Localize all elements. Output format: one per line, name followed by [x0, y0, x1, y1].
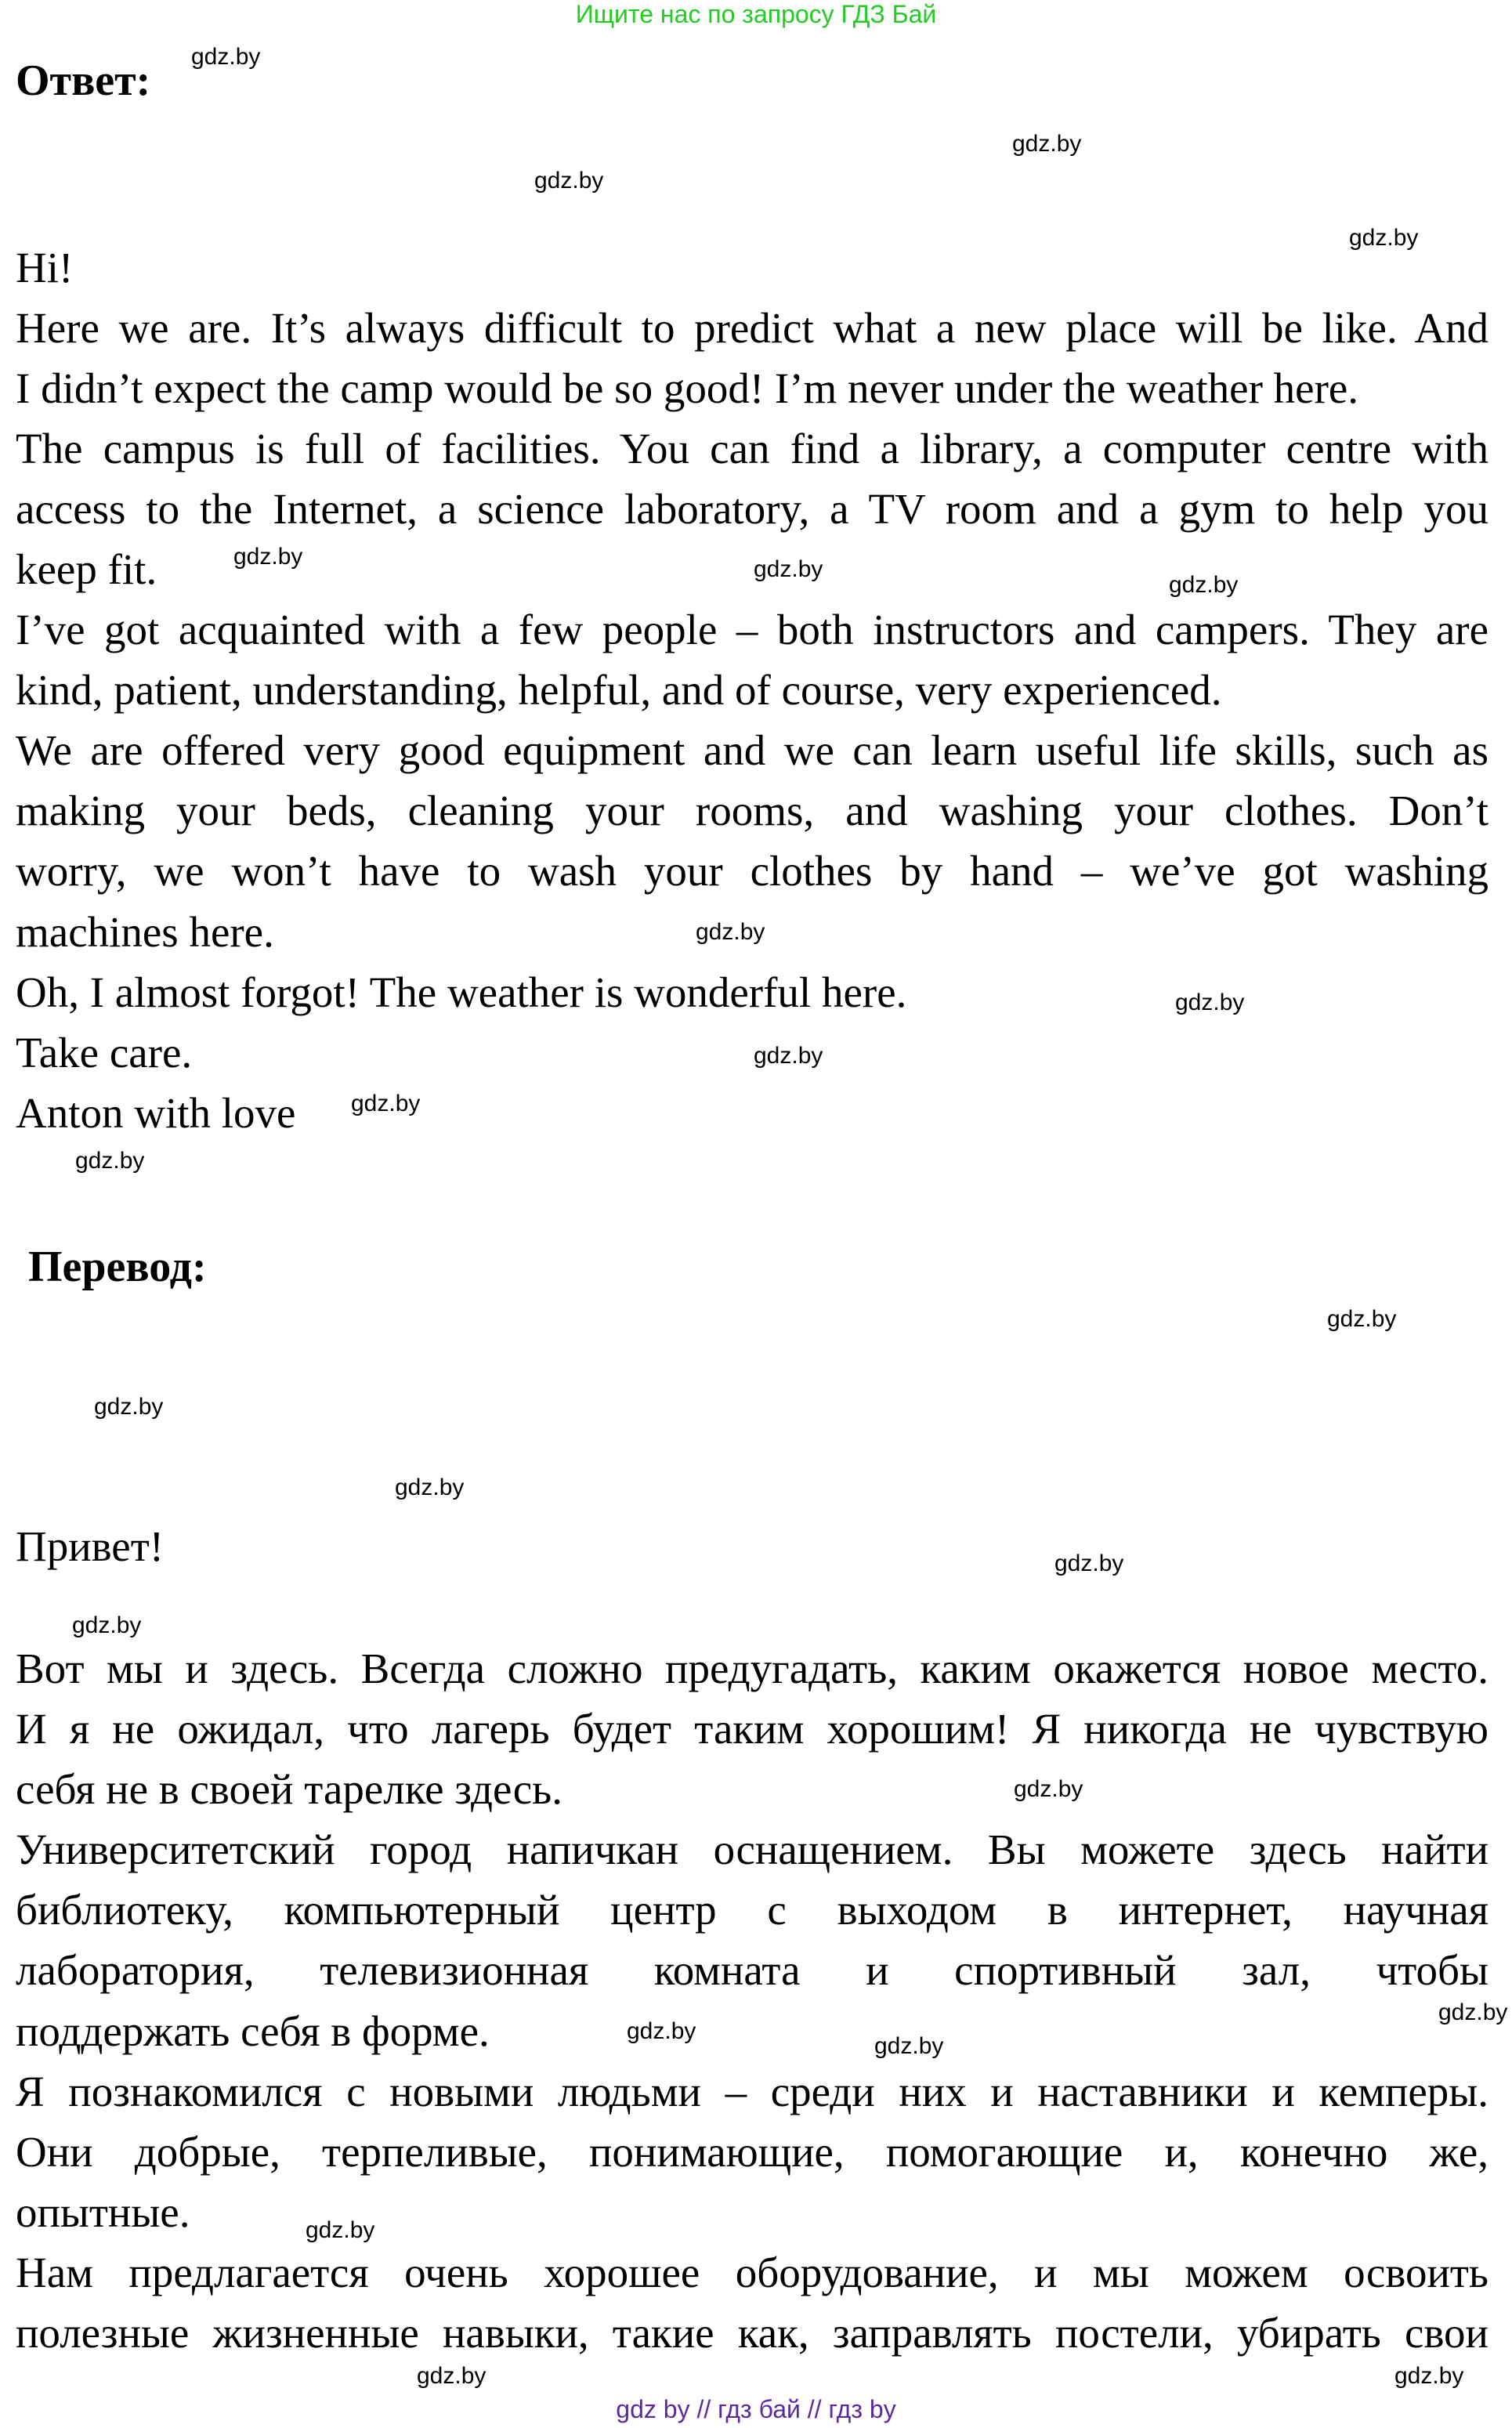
- text-line: The campus is full of facilities. You can find a library, a computer centre with: [16, 425, 1488, 472]
- watermark-text: gdz.by: [754, 556, 823, 582]
- text-line: лаборатория, телевизионная комната и спортивный зал, чтобы: [16, 1946, 1488, 1994]
- watermark-text: gdz.by: [1394, 2363, 1464, 2389]
- watermark-text: gdz.by: [696, 919, 765, 945]
- watermark-text: gdz.by: [1175, 990, 1245, 1015]
- watermark-text: gdz.by: [306, 2217, 375, 2243]
- text-line: опытные.: [16, 2188, 190, 2236]
- watermark-text: gdz.by: [627, 2018, 696, 2044]
- watermark-text: gdz.by: [351, 1091, 421, 1116]
- watermark-text: gdz.by: [1169, 572, 1239, 598]
- watermark-text: gdz.by: [233, 544, 303, 570]
- watermark-text: gdz.by: [1327, 1306, 1397, 1332]
- watermark-text: gdz.by: [874, 2033, 944, 2059]
- watermark-text: gdz.by: [72, 1612, 142, 1638]
- text-line: I’ve got acquainted with a few people – both instructors and campers. They are: [16, 606, 1488, 653]
- footer-links[interactable]: gdz by // гдз бай // гдз by: [616, 2395, 896, 2423]
- translation-heading: Перевод:: [28, 1243, 207, 1291]
- text-line: библиотеку, компьютерный центр с выходом в интернет, научная: [16, 1886, 1488, 1934]
- watermark-text: gdz.by: [417, 2363, 487, 2389]
- watermark-text: gdz.by: [395, 1475, 465, 1500]
- text-line: Вот мы и здесь. Всегда сложно предугадать, каким окажется новое место.: [16, 1645, 1488, 1692]
- watermark-text: gdz.by: [75, 1148, 145, 1174]
- text-line: Here we are. It’s always difficult to predict what a new place will be like. And: [16, 304, 1488, 352]
- watermark-text: gdz.by: [1349, 225, 1419, 251]
- text-line: Я познакомился с новыми людьми – среди них и наставники и кемперы.: [16, 2068, 1488, 2115]
- watermark-text: gdz.by: [534, 168, 604, 194]
- text-line: I didn’t expect the camp would be so good! I’m never under the weather here.: [16, 364, 1359, 412]
- text-line: keep fit.: [16, 545, 157, 593]
- text-line: Привет!: [16, 1522, 165, 1570]
- watermark-text: gdz.by: [1012, 131, 1082, 157]
- watermark-text: gdz.by: [754, 1043, 823, 1069]
- text-line: We are offered very good equipment and we can learn useful life skills, such as: [16, 726, 1488, 774]
- text-line: worry, we won’t have to wash your clothes by hand – we’ve got washing: [16, 847, 1488, 895]
- search-hint-banner: Ищите нас по запросу ГДЗ Бай: [575, 0, 937, 28]
- text-line: Take care.: [16, 1029, 193, 1076]
- text-line: себя не в своей тарелке здесь.: [16, 1765, 562, 1813]
- text-line: machines here.: [16, 908, 274, 956]
- text-line: поддержать себя в форме.: [16, 2007, 490, 2055]
- text-line: Университетский город напичкан оснащением. Вы можете здесь найти: [16, 1826, 1488, 1873]
- text-line: access to the Internet, a science laboratory, a TV room and a gym to help you: [16, 485, 1488, 533]
- watermark-text: gdz.by: [94, 1394, 164, 1420]
- watermark-text: gdz.by: [191, 44, 261, 70]
- text-line: kind, patient, understanding, helpful, and of course, very experienced.: [16, 666, 1222, 714]
- text-line: И я не ожидал, что лагерь будет таким хорошим! Я никогда не чувствую: [16, 1705, 1488, 1753]
- text-line: полезные жизненные навыки, такие как, заправлять постели, убирать свои: [16, 2309, 1488, 2357]
- text-line: Hi!: [16, 244, 74, 291]
- watermark-text: gdz.by: [1438, 1999, 1508, 2025]
- text-line: Anton with love: [16, 1089, 296, 1137]
- watermark-text: gdz.by: [1054, 1551, 1124, 1576]
- answer-heading: Ответ:: [16, 56, 151, 105]
- text-line: Oh, I almost forgot! The weather is wonderful here.: [16, 968, 907, 1016]
- text-line: Нам предлагается очень хорошее оборудование, и мы можем освоить: [16, 2249, 1488, 2296]
- text-line: making your beds, cleaning your rooms, and washing your clothes. Don’t: [16, 787, 1488, 834]
- text-line: Они добрые, терпеливые, понимающие, помогающие и, конечно же,: [16, 2128, 1488, 2176]
- watermark-text: gdz.by: [1014, 1776, 1083, 1802]
